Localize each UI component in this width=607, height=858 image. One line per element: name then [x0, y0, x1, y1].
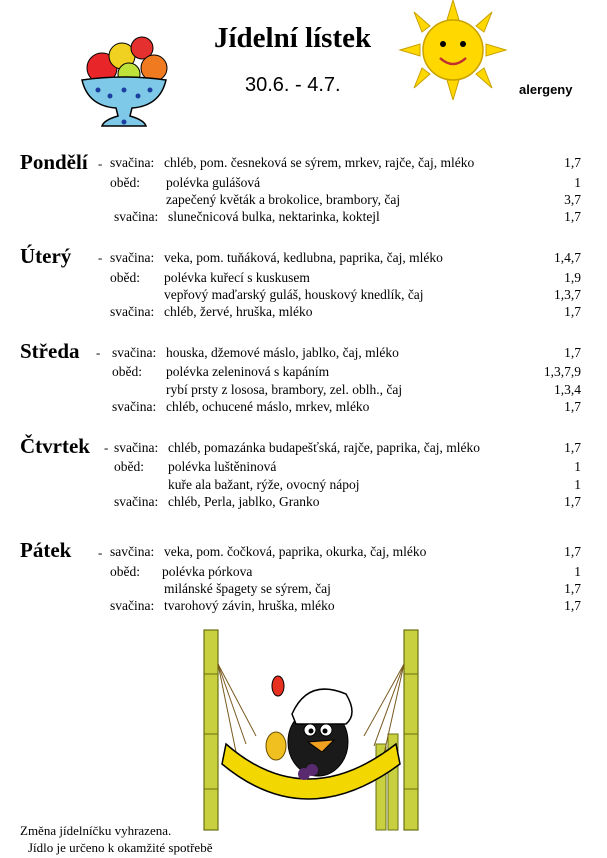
meal-label: svačina: — [110, 155, 155, 170]
allergen-codes: 1,3,7,9 — [543, 364, 581, 379]
meal-text: slunečnicová bulka, nektarinka, koktejl — [168, 209, 380, 224]
allergen-codes: 1,3,4 — [554, 382, 581, 397]
meal-label: savčina: — [110, 544, 155, 559]
meal-label: svačina: — [114, 440, 159, 455]
day-name: Pondělí — [20, 150, 88, 174]
meal-text: kuře ala bažant, rýže, ovocný nápoj — [168, 477, 360, 492]
meal-label: oběd: — [110, 175, 140, 190]
meal-text: milánské špagety se sýrem, čaj — [164, 581, 331, 596]
meal-label: oběd: — [112, 364, 142, 379]
day-name: Úterý — [20, 244, 72, 268]
meal-text: rybí prsty z lososa, brambory, zel. oblh., čaj — [166, 382, 403, 397]
meal-label: svačina: — [110, 304, 155, 319]
allergen-codes: 1 — [574, 175, 581, 190]
allergen-codes: 1,7 — [564, 209, 581, 224]
meal-text: chléb, ochucené máslo, mrkev, mléko — [166, 399, 370, 414]
allergen-codes: 1,9 — [564, 270, 581, 285]
meal-text: polévka luštěninová — [168, 459, 277, 474]
meal-text: veka, pom. čočková, paprika, okurka, čaj, mléko — [164, 544, 427, 559]
allergen-codes: 1,3,7 — [554, 287, 581, 302]
date-range: 30.6. - 4.7. — [245, 74, 341, 96]
meal-text: chléb, pom. česneková se sýrem, mrkev, rajče, čaj, mléko — [164, 155, 475, 170]
allergen-codes: 1,4,7 — [554, 250, 581, 265]
dash: - — [96, 345, 101, 360]
meal-text: veka, pom. tuňáková, kedlubna, paprika, čaj, mléko — [164, 250, 443, 265]
allergen-codes: 1,7 — [564, 155, 581, 170]
allergen-codes: 1,7 — [564, 544, 581, 559]
meal-label: svačina: — [110, 598, 155, 613]
meal-label: svačina: — [114, 209, 159, 224]
allergen-codes: 1 — [574, 459, 581, 474]
allergen-codes: 1,7 — [564, 399, 581, 414]
meal-text: chléb, žervé, hruška, mléko — [164, 304, 313, 319]
sun-icon — [398, 0, 508, 100]
allergen-codes: 1 — [574, 564, 581, 579]
meal-text: chléb, Perla, jablko, Granko — [168, 494, 320, 509]
meal-text: tvarohový závin, hruška, mléko — [164, 598, 335, 613]
footer-note: Jídlo je určeno k okamžité spotřebě — [28, 840, 213, 855]
day-name: Pátek — [20, 538, 72, 562]
day-name: Středa — [20, 339, 80, 363]
allergen-codes: 1 — [574, 477, 581, 492]
meal-text: polévka gulášová — [166, 175, 261, 190]
day-name: Čtvrtek — [20, 434, 90, 458]
meal-label: svačina: — [112, 399, 157, 414]
meal-text: polévka pórkova — [162, 564, 253, 579]
meal-label: oběd: — [110, 270, 140, 285]
fruit-bowl-icon — [74, 28, 174, 132]
footer-note: Změna jídelníčku vyhrazena. — [20, 823, 172, 838]
meal-label: oběd: — [114, 459, 144, 474]
allergen-codes: 1,7 — [564, 598, 581, 613]
meal-label: svačina: — [110, 250, 155, 265]
allergen-codes: 1,7 — [564, 581, 581, 596]
meal-text: polévka kuřecí s kuskusem — [164, 270, 310, 285]
meal-text: polévka zeleninová s kapáním — [166, 364, 330, 379]
meal-text: chléb, pomazánka budapešťská, rajče, paprika, čaj, mléko — [168, 440, 481, 455]
dash: - — [98, 545, 103, 560]
dash: - — [104, 440, 109, 455]
allergens-header: alergeny — [519, 82, 573, 97]
meal-text: houska, džemové máslo, jablko, čaj, mléko — [166, 345, 399, 360]
meal-text: zapečený květák a brokolice, brambory, čaj — [166, 192, 401, 207]
allergen-codes: 1,7 — [564, 345, 581, 360]
allergen-codes: 3,7 — [564, 192, 581, 207]
allergen-codes: 1,7 — [564, 440, 581, 455]
allergen-codes: 1,7 — [564, 304, 581, 319]
meal-text: vepřový maďarský guláš, houskový knedlík, čaj — [164, 287, 424, 302]
meal-label: oběd: — [110, 564, 140, 579]
meal-label: svačina: — [112, 345, 157, 360]
dash: - — [98, 250, 103, 265]
meal-label: svačina: — [114, 494, 159, 509]
dash: - — [98, 156, 103, 171]
hammock-chick-icon — [196, 624, 424, 834]
page-title: Jídelní lístek — [214, 22, 372, 54]
allergen-codes: 1,7 — [564, 494, 581, 509]
